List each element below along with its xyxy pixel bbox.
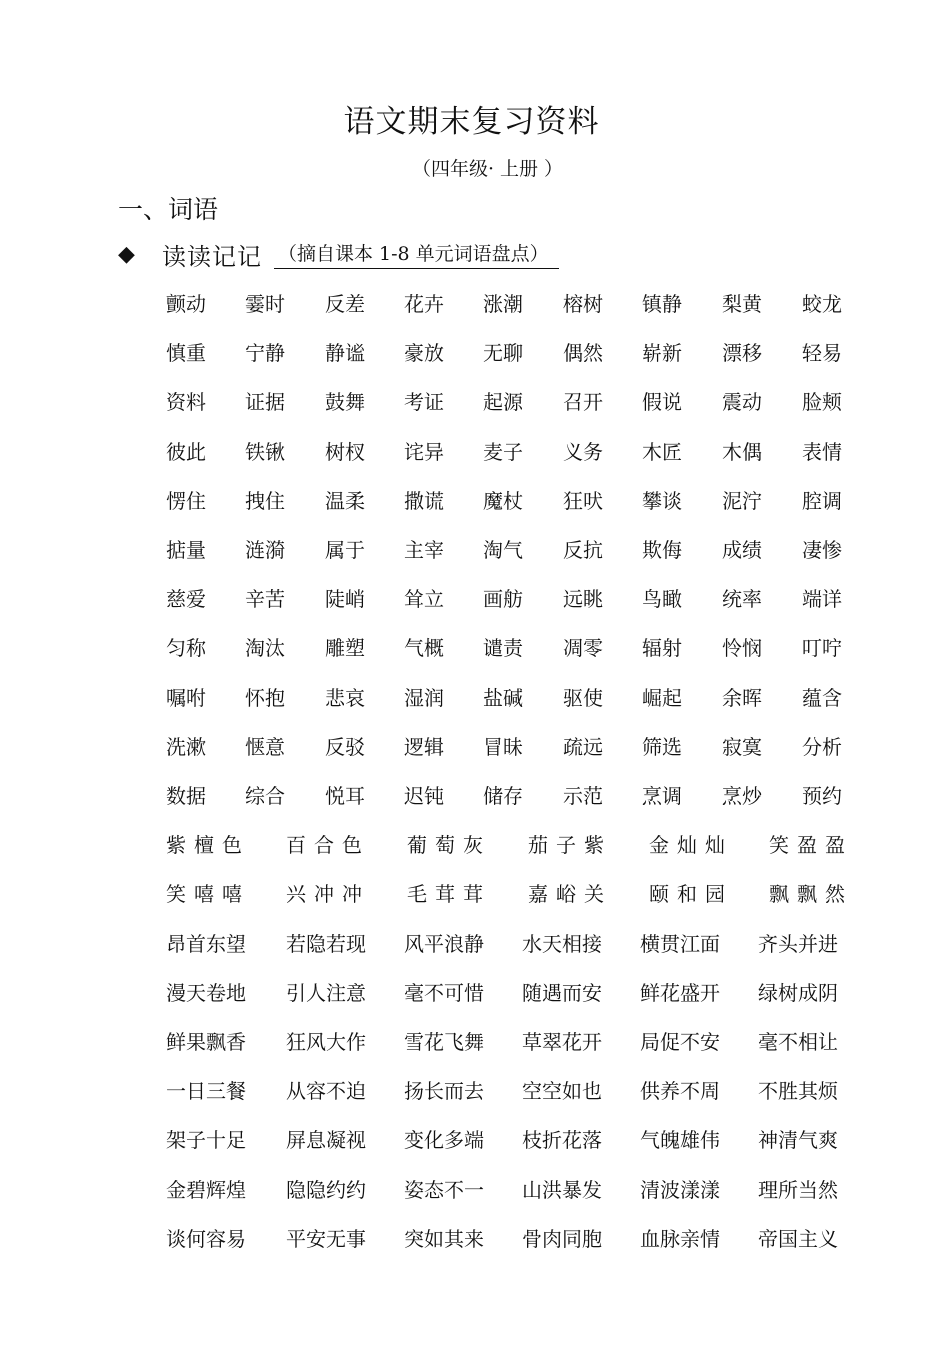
word-item: 分析 (802, 735, 842, 759)
word-item: 盐碱 (483, 686, 523, 710)
word-item: 数据 (166, 784, 206, 808)
word-item: 毫不相让 (758, 1030, 838, 1054)
word-item: 树杈 (325, 440, 365, 464)
word-item: 霎时 (245, 292, 285, 316)
word-item: 木偶 (722, 440, 762, 464)
word-item: 漂移 (722, 341, 762, 365)
word-item: 轻易 (802, 341, 842, 365)
word-item: 主宰 (404, 538, 444, 562)
word-item: 颤动 (166, 292, 206, 316)
word-item: 寂寞 (722, 735, 762, 759)
word-item: 草翠花开 (522, 1030, 602, 1054)
word-item: 起源 (483, 390, 523, 414)
word-item: 姿态不一 (404, 1178, 484, 1202)
word-item: 反抗 (563, 538, 603, 562)
word-item: 清波漾漾 (640, 1178, 720, 1202)
word-item: 鸟瞰 (642, 587, 682, 611)
word-row (166, 928, 866, 962)
word-item: 匀称 (166, 636, 206, 660)
subsection-title: 读读记记 (162, 242, 262, 271)
word-row (166, 436, 866, 470)
word-item: 突如其来 (404, 1227, 484, 1251)
word-item: 齐头并进 (758, 932, 838, 956)
word-item: 涟漪 (245, 538, 285, 562)
word-item: 欺侮 (642, 538, 682, 562)
word-item: 颐和园 (649, 882, 733, 906)
word-item: 飘飘然 (769, 882, 853, 906)
word-item: 帝国主义 (758, 1227, 838, 1251)
word-item: 惬意 (245, 735, 285, 759)
word-item: 屏息凝视 (286, 1128, 366, 1152)
word-row (166, 977, 866, 1011)
word-item: 综合 (245, 784, 285, 808)
word-item: 端详 (802, 587, 842, 611)
word-item: 崭新 (642, 341, 682, 365)
word-row (166, 288, 866, 322)
word-item: 毫不可惜 (404, 981, 484, 1005)
word-item: 崛起 (642, 686, 682, 710)
word-item: 攀谈 (642, 489, 682, 513)
word-item: 扬长而去 (404, 1079, 484, 1103)
word-item: 储存 (483, 784, 523, 808)
word-item: 成绩 (722, 538, 762, 562)
word-item: 骨肉同胞 (522, 1227, 602, 1251)
word-item: 静谧 (325, 341, 365, 365)
word-item: 彼此 (166, 440, 206, 464)
word-item: 怀抱 (245, 686, 285, 710)
word-row (166, 1075, 866, 1109)
word-item: 洗漱 (166, 735, 206, 759)
word-row (166, 386, 866, 420)
word-item: 考证 (404, 390, 444, 414)
word-item: 一日三餐 (166, 1079, 246, 1103)
word-item: 狂吠 (563, 489, 603, 513)
word-item: 鼓舞 (325, 390, 365, 414)
word-item: 狂风大作 (286, 1030, 366, 1054)
word-row (166, 829, 866, 863)
word-row (166, 682, 866, 716)
word-item: 兴冲冲 (286, 882, 370, 906)
word-item: 供养不周 (640, 1079, 720, 1103)
word-item: 淘汰 (245, 636, 285, 660)
word-item: 风平浪静 (404, 932, 484, 956)
word-item: 架子十足 (166, 1128, 246, 1152)
word-item: 淘气 (483, 538, 523, 562)
word-row (166, 1124, 866, 1158)
subsection-header (118, 236, 559, 272)
word-item: 金灿灿 (649, 833, 733, 857)
word-item: 横贯江面 (640, 932, 720, 956)
word-item: 引人注意 (286, 981, 366, 1005)
word-item: 悦耳 (325, 784, 365, 808)
word-item: 叮咛 (802, 636, 842, 660)
word-item: 局促不安 (640, 1030, 720, 1054)
word-item: 平安无事 (286, 1227, 366, 1251)
word-item: 表情 (802, 440, 842, 464)
word-item: 镇静 (642, 292, 682, 316)
word-item: 预约 (802, 784, 842, 808)
word-row (166, 1223, 866, 1257)
word-item: 麦子 (483, 440, 523, 464)
word-item: 筛选 (642, 735, 682, 759)
word-item: 反差 (325, 292, 365, 316)
word-item: 谴责 (483, 636, 523, 660)
word-item: 示范 (563, 784, 603, 808)
word-item: 魔杖 (483, 489, 523, 513)
word-item: 蕴含 (802, 686, 842, 710)
word-item: 湿润 (404, 686, 444, 710)
word-item: 辐射 (642, 636, 682, 660)
word-item: 远眺 (563, 587, 603, 611)
word-item: 悲哀 (325, 686, 365, 710)
word-item: 凄惨 (802, 538, 842, 562)
word-item: 茄子紫 (528, 833, 612, 857)
word-item: 气概 (404, 636, 444, 660)
word-item: 腔调 (802, 489, 842, 513)
word-item: 笑盈盈 (769, 833, 853, 857)
word-item: 耸立 (404, 587, 444, 611)
word-item: 慈爱 (166, 587, 206, 611)
word-item: 豪放 (404, 341, 444, 365)
word-item: 不胜其烦 (758, 1079, 838, 1103)
word-row (166, 1026, 866, 1060)
word-item: 涨潮 (483, 292, 523, 316)
word-item: 脸颊 (802, 390, 842, 414)
word-item: 慎重 (166, 341, 206, 365)
word-item: 昂首东望 (166, 932, 246, 956)
word-item: 葡萄灰 (407, 833, 491, 857)
word-item: 拽住 (245, 489, 285, 513)
word-item: 金碧辉煌 (166, 1178, 246, 1202)
word-item: 陡峭 (325, 587, 365, 611)
word-item: 嘱咐 (166, 686, 206, 710)
word-item: 震动 (722, 390, 762, 414)
word-item: 假说 (642, 390, 682, 414)
word-item: 气魄雄伟 (640, 1128, 720, 1152)
word-item: 偶然 (563, 341, 603, 365)
word-item: 笑嘻嘻 (166, 882, 250, 906)
word-item: 木匠 (642, 440, 682, 464)
word-item: 迟钝 (404, 784, 444, 808)
word-item: 嘉峪关 (528, 882, 612, 906)
word-item: 愣住 (166, 489, 206, 513)
word-item: 余晖 (722, 686, 762, 710)
word-item: 蛟龙 (802, 292, 842, 316)
word-item: 诧异 (404, 440, 444, 464)
word-item: 驱使 (563, 686, 603, 710)
word-item: 烹炒 (722, 784, 762, 808)
word-item: 山洪暴发 (522, 1178, 602, 1202)
word-item: 温柔 (325, 489, 365, 513)
diamond-bullet-icon: ◆ (118, 241, 135, 267)
word-item: 梨黄 (722, 292, 762, 316)
word-item: 泥泞 (722, 489, 762, 513)
word-item: 神清气爽 (758, 1128, 838, 1152)
word-item: 隐隐约约 (286, 1178, 366, 1202)
word-item: 花卉 (404, 292, 444, 316)
word-item: 宁静 (245, 341, 285, 365)
document-subtitle: （四年级· 上册 ） (411, 158, 564, 180)
word-row (166, 337, 866, 371)
word-item: 鲜果飘香 (166, 1030, 246, 1054)
document-title: 语文期末复习资料 (343, 104, 600, 140)
word-row (166, 780, 866, 814)
word-item: 属于 (325, 538, 365, 562)
word-item: 若隐若现 (286, 932, 366, 956)
word-item: 空空如也 (522, 1079, 602, 1103)
word-item: 变化多端 (404, 1128, 484, 1152)
subsection-note: （摘自课本 1-8 单元词语盘点） (274, 239, 559, 269)
word-item: 资料 (166, 390, 206, 414)
word-item: 榕树 (563, 292, 603, 316)
word-item: 无聊 (483, 341, 523, 365)
word-item: 百合色 (286, 833, 370, 857)
word-item: 绿树成阴 (758, 981, 838, 1005)
word-item: 铁锹 (245, 440, 285, 464)
word-item: 紫檀色 (166, 833, 250, 857)
word-item: 水天相接 (522, 932, 602, 956)
word-item: 雕塑 (325, 636, 365, 660)
word-row (166, 731, 866, 765)
word-item: 血脉亲情 (640, 1227, 720, 1251)
word-item: 漫天卷地 (166, 981, 246, 1005)
word-row (166, 485, 866, 519)
word-item: 疏远 (563, 735, 603, 759)
word-item: 召开 (563, 390, 603, 414)
word-item: 从容不迫 (286, 1079, 366, 1103)
word-item: 凋零 (563, 636, 603, 660)
word-item: 雪花飞舞 (404, 1030, 484, 1054)
word-item: 证据 (245, 390, 285, 414)
word-item: 掂量 (166, 538, 206, 562)
word-item: 随遇而安 (522, 981, 602, 1005)
word-item: 枝折花落 (522, 1128, 602, 1152)
word-item: 谈何容易 (166, 1227, 246, 1251)
word-row (166, 878, 866, 912)
word-row (166, 632, 866, 666)
word-item: 怜悯 (722, 636, 762, 660)
word-item: 义务 (563, 440, 603, 464)
word-item: 鲜花盛开 (640, 981, 720, 1005)
word-item: 反驳 (325, 735, 365, 759)
word-item: 烹调 (642, 784, 682, 808)
word-item: 逻辑 (404, 735, 444, 759)
word-item: 冒昧 (483, 735, 523, 759)
word-item: 统率 (722, 587, 762, 611)
word-row (166, 1174, 866, 1208)
word-item: 画舫 (483, 587, 523, 611)
section-heading: 一、词语 (118, 195, 219, 224)
word-item: 撒谎 (404, 489, 444, 513)
word-row (166, 583, 866, 617)
word-item: 辛苦 (245, 587, 285, 611)
word-item: 理所当然 (758, 1178, 838, 1202)
word-row (166, 534, 866, 568)
word-item: 毛茸茸 (407, 882, 491, 906)
